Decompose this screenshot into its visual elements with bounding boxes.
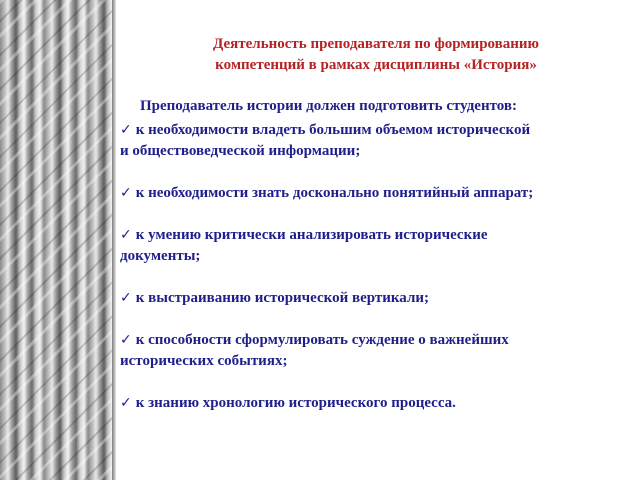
slide-title-line: компетенций в рамках дисциплины «История» bbox=[215, 57, 537, 73]
list-item-line: исторических событиях; bbox=[120, 353, 288, 369]
list-item-line bbox=[120, 288, 620, 309]
decorative-metal-bars bbox=[0, 0, 112, 480]
list-item-text: к выстраиванию исторической вертикали; bbox=[135, 290, 429, 306]
list-item bbox=[120, 330, 620, 372]
checkmark-icon: ✓ bbox=[120, 122, 132, 138]
bullet-list bbox=[120, 120, 620, 414]
list-item-line bbox=[120, 330, 620, 351]
list-item-line bbox=[120, 225, 620, 246]
list-item bbox=[120, 288, 620, 309]
list-item-line bbox=[120, 393, 620, 414]
checkmark-icon: ✓ bbox=[120, 332, 132, 348]
list-item-line bbox=[120, 120, 620, 141]
list-item-text: к необходимости владеть большим объемом исторической bbox=[135, 122, 531, 138]
list-item-line: и обществоведческой информации; bbox=[120, 143, 361, 159]
slide-title bbox=[112, 34, 640, 76]
list-item-text: к способности сформулировать суждение о важнейших bbox=[135, 332, 509, 348]
list-item bbox=[120, 225, 620, 267]
list-item bbox=[120, 393, 620, 414]
slide-title-line: Деятельность преподавателя по формированию bbox=[212, 36, 540, 52]
checkmark-icon: ✓ bbox=[120, 395, 132, 411]
list-item bbox=[120, 183, 620, 204]
list-item-text: к необходимости знать досконально понятийный аппарат; bbox=[135, 185, 534, 201]
list-item-line: документы; bbox=[120, 248, 201, 264]
checkmark-icon: ✓ bbox=[120, 185, 132, 201]
checkmark-icon: ✓ bbox=[120, 290, 132, 306]
intro-text: Преподаватель истории должен подготовить студентов: bbox=[140, 98, 517, 114]
checkmark-icon: ✓ bbox=[120, 227, 132, 243]
list-item-text: к знанию хронологию исторического процесса. bbox=[135, 395, 456, 411]
list-item-text: к умению критически анализировать исторические bbox=[135, 227, 488, 243]
list-item bbox=[120, 120, 620, 162]
list-item-line bbox=[120, 183, 620, 204]
